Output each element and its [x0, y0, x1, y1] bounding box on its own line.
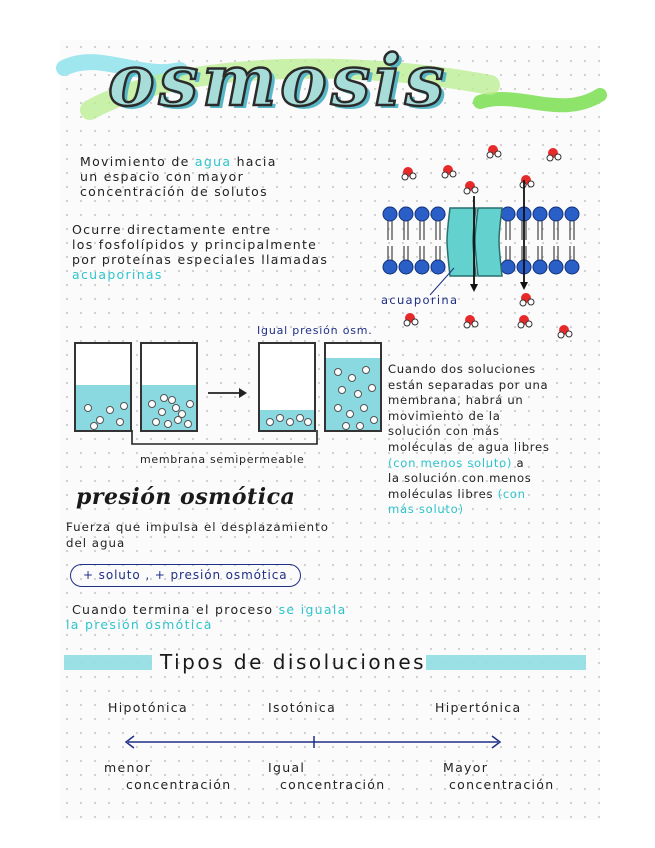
water-molecule-icon — [520, 175, 534, 188]
phospholipid-head — [431, 207, 445, 221]
solutions-line8: la solución con menos — [388, 471, 532, 486]
solute-molecule — [370, 416, 378, 424]
concentration-equal-line2: concentración — [280, 777, 386, 792]
phospholipid-head — [415, 207, 429, 221]
solutions-highlight-more-solute: más soluto) — [388, 502, 464, 517]
solute-molecule — [368, 384, 376, 392]
occurs-line3: por proteínas especiales llamadas — [72, 252, 329, 267]
osmotic-end-highlight1: se iguala — [278, 602, 347, 617]
solute-molecule — [90, 422, 98, 430]
phospholipid-head — [501, 207, 515, 221]
solute-molecule — [174, 416, 182, 424]
water-molecule-icon — [464, 181, 478, 194]
solute-molecule — [286, 418, 294, 426]
beaker-2 — [140, 342, 198, 432]
osmotic-end-highlight2: la presión osmótica — [66, 617, 213, 632]
beaker-3 — [258, 342, 316, 432]
solute-molecule — [84, 404, 92, 412]
solute-molecule — [342, 422, 350, 430]
solutions-text — [388, 362, 598, 518]
solutions-line2: están separadas por una — [388, 377, 549, 392]
osmotic-end-pre: Cuando termina el proceso — [72, 602, 274, 617]
solute-pressure-callout: + soluto , + presión osmótica — [70, 564, 301, 587]
solute-molecule — [158, 408, 166, 416]
occurs-line4-acuaporinas: acuaporinas — [72, 267, 163, 282]
water-molecule-icon — [518, 315, 532, 328]
osmotic-def-line1: Fuerza que impulsa el desplazamiento — [66, 520, 329, 534]
concentration-equal-line1: Igual — [268, 760, 306, 775]
solutions-line5: solución con más — [388, 424, 500, 439]
solutions-line3: membrana, habrá un — [388, 393, 524, 408]
water-molecule-icon — [464, 315, 478, 328]
concentration-equal — [268, 760, 385, 792]
aquaporin-label: acuaporina — [381, 293, 459, 307]
solute-molecule — [362, 366, 370, 374]
phospholipid-head — [399, 260, 413, 274]
solute-molecule — [360, 404, 368, 412]
solute-molecule — [334, 368, 342, 376]
solution-types-heading: Tipos de disoluciones — [160, 650, 427, 674]
occurs-line1: Ocurre directamente entre — [72, 222, 272, 237]
solute-molecule — [334, 404, 342, 412]
intro-text — [80, 154, 340, 199]
phospholipid-head — [383, 207, 397, 221]
solute-molecule — [276, 414, 284, 422]
occurs-text — [72, 222, 382, 282]
membrane-diagram — [378, 140, 588, 340]
membrane-label: membrana semipermeable — [140, 453, 305, 466]
solute-molecule — [186, 400, 194, 408]
arrow-right-icon — [206, 386, 250, 400]
solute-molecule — [172, 404, 180, 412]
solute-molecule — [184, 420, 192, 428]
heading-band-right — [426, 655, 586, 670]
beaker-1 — [74, 342, 132, 432]
solute-molecule — [348, 374, 356, 382]
osmotic-pressure-heading: presión osmótica — [76, 484, 296, 510]
heading-band-left — [64, 655, 152, 670]
flow-arrow-head — [470, 284, 478, 292]
water-molecule-icon — [402, 167, 416, 180]
water-molecule-icon — [520, 293, 534, 306]
solute-molecule — [152, 418, 160, 426]
type-hypotonic: Hipotónica — [108, 700, 188, 715]
water-molecule-icon — [442, 165, 456, 178]
type-isotonic: Isotónica — [268, 700, 337, 715]
phospholipid-head — [565, 260, 579, 274]
solute-molecule — [164, 420, 172, 428]
phospholipid-head — [431, 260, 445, 274]
phospholipid-head — [399, 207, 413, 221]
intro-line1-post: hacia — [236, 154, 277, 169]
solutions-line6: moléculas de agua libres — [388, 439, 550, 454]
type-hypertonic: Hipertónica — [435, 700, 522, 715]
intro-line3: concentración de solutos — [80, 184, 268, 199]
beaker-4 — [324, 342, 382, 432]
solute-molecule — [266, 418, 274, 426]
solutions-line9-pre: moléculas libres — [388, 486, 494, 501]
osmotic-def-line2: del agua — [66, 536, 126, 550]
double-arrow-icon — [122, 732, 506, 752]
solutions-line4: movimiento de la — [388, 408, 501, 423]
intro-line1-pre: Movimiento de — [80, 154, 190, 169]
solutions-highlight-con: (con — [497, 486, 526, 501]
intro-highlight-agua: agua — [194, 154, 232, 169]
solute-molecule — [354, 390, 362, 398]
phospholipid-head — [549, 260, 563, 274]
concentration-low — [104, 760, 231, 792]
concentration-high-line1: Mayor — [443, 760, 489, 775]
water-molecule-icon — [558, 325, 572, 338]
solute-molecule — [120, 402, 128, 410]
osmotic-end-text — [66, 602, 392, 632]
solutions-highlight-less-solute: (con menos soluto) — [388, 455, 513, 470]
solute-molecule — [346, 410, 354, 418]
osmotic-definition — [66, 519, 386, 551]
solute-molecule — [356, 422, 364, 430]
phospholipid-head — [501, 260, 515, 274]
solute-molecule — [296, 414, 304, 422]
phospholipid-head — [383, 260, 397, 274]
phospholipid-head — [533, 260, 547, 274]
concentration-high-line2: concentración — [449, 777, 555, 792]
solute-molecule — [338, 386, 346, 394]
solute-molecule — [304, 418, 312, 426]
solute-molecule — [148, 400, 156, 408]
concentration-high — [443, 760, 554, 792]
concentration-low-line2: concentración — [126, 777, 232, 792]
solute-molecule — [168, 396, 176, 404]
phospholipid-head — [565, 207, 579, 221]
solute-molecule — [116, 418, 124, 426]
equal-pressure-label: Igual presión osm. — [257, 324, 373, 337]
flow-arrow-head — [520, 282, 528, 290]
solute-molecule — [160, 394, 168, 402]
solute-molecule — [106, 406, 114, 414]
phospholipid-head — [415, 260, 429, 274]
phospholipid-head — [549, 207, 563, 221]
concentration-low-line1: menor — [104, 760, 152, 775]
water-molecule-icon — [547, 148, 561, 161]
intro-line2: un espacio con mayor — [80, 169, 245, 184]
water-molecule-icon — [404, 313, 418, 326]
phospholipid-head — [533, 207, 547, 221]
solutions-line7-post: a — [516, 455, 525, 470]
occurs-line2: los fosfolípidos y principalmente — [72, 237, 318, 252]
water-molecule-icon — [487, 145, 501, 158]
page-title: osmosis — [108, 39, 449, 122]
solutions-line1: Cuando dos soluciones — [388, 362, 536, 376]
